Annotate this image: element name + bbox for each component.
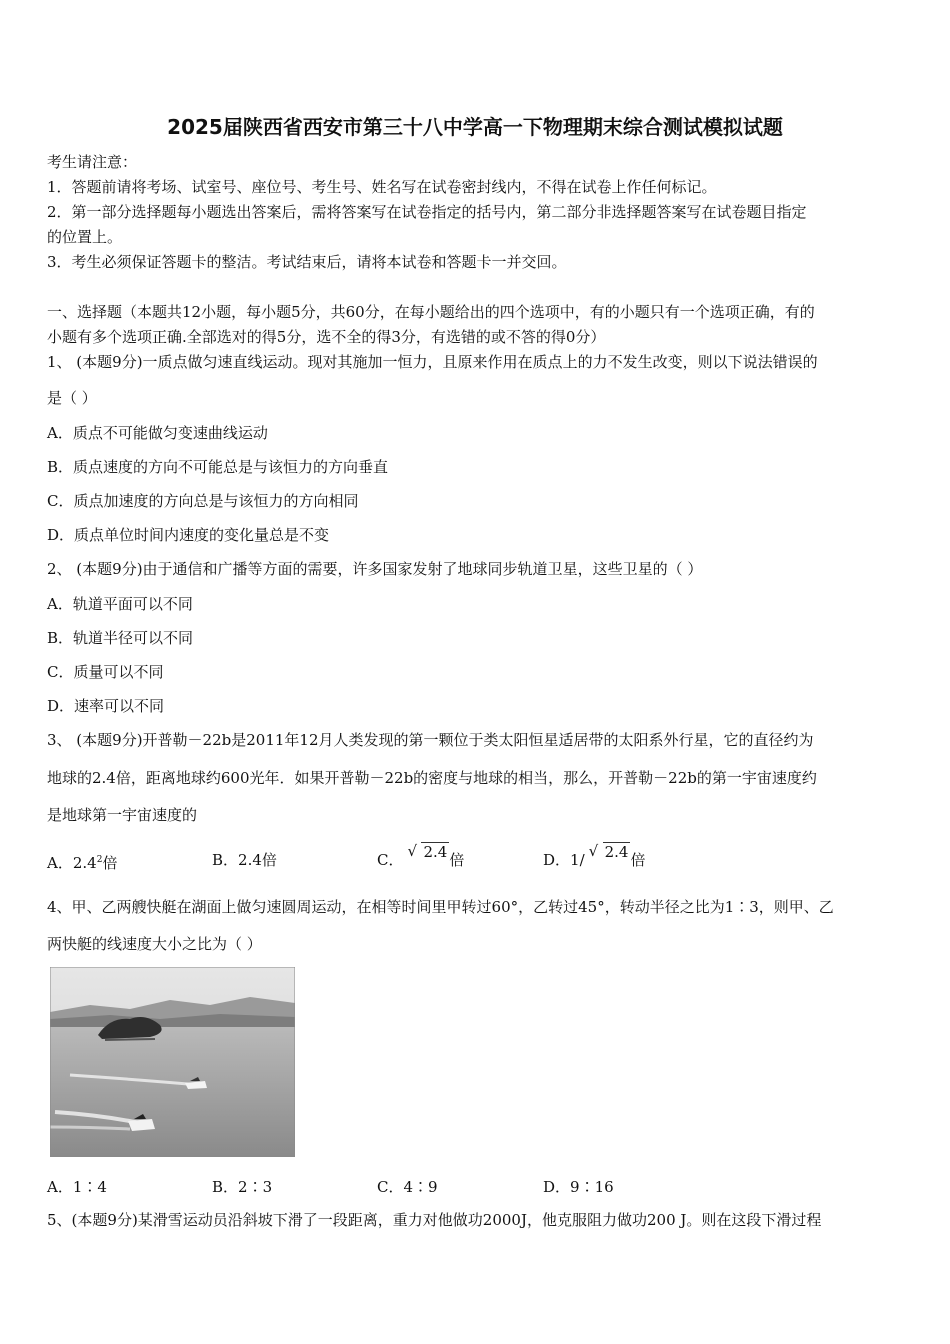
notice-item-3: 3．考生必须保证答题卡的整洁。考试结束后，请将本试卷和答题卡一并交回。 [47,253,567,271]
notice-item-2a: 2．第一部分选择题每小题选出答案后，需将答案写在试卷指定的括号内，第二部分非选择题答案写在试卷题目指定 [47,203,807,221]
q2-option-a: A．轨道平面可以不同 [47,595,193,613]
q3-option-d-radicand: 2.4 [604,843,629,861]
section-1-intro-2: 小题有多个选项正确.全部选对的得5分，选不全的得3分，有选错的或不答的得0分） [47,328,606,346]
q1-option-b: B．质点速度的方向不可能总是与该恒力的方向垂直 [47,458,389,476]
q4-option-c: C．4∶9 [377,1178,438,1196]
q3-option-d-label: D．1/ [543,851,585,869]
exam-title: 2025届陕西省西安市第三十八中学高一下物理期末综合测试模拟试题 [167,115,783,139]
q2-stem: 2、 (本题9分)由于通信和广播等方面的需要，许多国家发射了地球同步轨道卫星，这些卫星的（ ） [47,560,703,578]
q4-option-b: B．2∶3 [212,1178,273,1196]
q3-option-c-radicand: 2.4 [423,843,448,861]
q1-stem-2: 是（ ） [47,389,97,407]
section-1-intro-1: 一、选择题（本题共12小题，每小题5分，共60分，在每小题给出的四个选项中，有的小题只有一个选项正确，有的 [47,303,815,321]
q4-option-d: D．9∶16 [543,1178,614,1196]
lake-speedboats-photo [50,967,295,1157]
q3-stem-3: 是地球第一宇宙速度的 [47,806,198,824]
q2-option-c: C．质量可以不同 [47,663,164,681]
q3-option-c-label: C． [377,851,404,869]
q1-option-d: D．质点单位时间内速度的变化量总是不变 [47,526,330,544]
q4-option-a: A．1∶4 [47,1178,107,1196]
sqrt-symbol: √ 2.4 [407,842,448,861]
q3-option-a-unit: 倍 [102,854,118,872]
q3-option-c-unit: 倍 [449,851,465,869]
q5-stem-1: 5、(本题9分)某滑雪运动员沿斜坡下滑了一段距离，重力对他做功2000J，他克服阻力做功200 J。则在这段下滑过程 [47,1211,822,1229]
q4-stem-2: 两快艇的线速度大小之比为（ ） [47,935,262,953]
q1-option-a: A．质点不可能做匀变速曲线运动 [47,424,268,442]
notice-item-2b: 的位置上。 [47,228,123,246]
q2-option-d: D．速率可以不同 [47,697,165,715]
notice-item-1: 1．答题前请将考场、试室号、座位号、考生号、姓名写在试卷密封线内，不得在试卷上作任何标记。 [47,178,717,196]
q3-option-a-exponent: 2 [96,855,103,865]
q3-option-d-unit: 倍 [630,851,646,869]
q1-option-c: C．质点加速度的方向总是与该恒力的方向相同 [47,492,359,510]
q3-option-b: B．2.4倍 [212,851,277,869]
q3-option-d [543,842,646,871]
q3-option-a-label: A．2.4 [47,854,97,872]
q4-stem-1: 4、甲、乙两艘快艇在湖面上做匀速圆周运动，在相等时间里甲转过60°，乙转过45°，转动半径之比为1∶3，则甲、乙 [47,898,834,916]
q3-option-a [47,849,117,874]
sqrt-symbol: √ 2.4 [588,842,629,861]
q3-stem-2: 地球的2.4倍，距离地球约600光年．如果开普勒－22b的密度与地球的相当，那么，开普勒－22b的第一宇宙速度约 [47,769,817,787]
q2-option-b: B．轨道半径可以不同 [47,629,194,647]
q1-stem-1: 1、 (本题9分)一质点做匀速直线运动。现对其施加一恒力，且原来作用在质点上的力不发生改变，则以下说法错误的 [47,353,818,371]
q3-option-c [377,842,465,871]
notice-heading: 考生请注意： [47,153,138,171]
q3-stem-1: 3、 (本题9分)开普勒－22b是2011年12月人类发现的第一颗位于类太阳恒星适居带的太阳系外行星，它的直径约为 [47,731,814,749]
